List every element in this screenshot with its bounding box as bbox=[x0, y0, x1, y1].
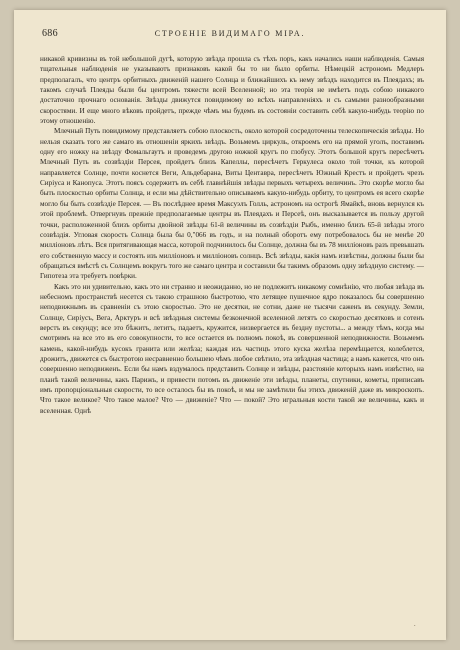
footer-mark: · bbox=[413, 622, 416, 630]
paragraph-1: никакой кривизны въ той небольшой дугѣ, которую звѣзда прошла съ тѣхъ поръ, какъ начались наши наблюденія. Самыя тщательныя наблюденія не указываютъ признаковъ какой бы то ни было орбиты. Нѣмецкій астрономъ Медлеръ предполагалъ, что центръ орбитныхъ движеній нашего Солнца и ближайшихъ къ нему звѣздъ находится въ Плеядахъ; въ такомъ случаѣ Плеяды были бы центромъ тяжести всей Вселенной; но эта теорія не имѣетъ подъ собою никакого достаточно прочнаго основанія. Звѣзды движутся повидимому во всѣхъ направленіяхъ и съ самыми разнообразными скоростями. И еще много вѣковъ пройдетъ, прежде чѣмъ мы будемъ въ состояніи составить себѣ какую-нибудь теорію по этому отношенію. bbox=[40, 55, 424, 126]
paragraph-2: Млечный Путь повидимому представляетъ собою плоскость, около которой сосредоточены телескопическія звѣзды. Но нельзя сказать того же самаго въ отношеніи яркихъ звѣздъ. Возьмемъ циркуль, откроемъ его на прямой уголъ, поставимъ одну его ножку на звѣзду Фомальгаутъ и проведемъ другою ножкой кругъ по глобусу. Этотъ большой кругъ пересѣчетъ Млечный Путь въ созвѣздіи Персея, пройдетъ близъ Капеллы, пересѣчетъ Геркулеса около той точки, къ которой направляется Солнце, почти коснется Веги, Альдебарана, Виты Центавра, пересѣчетъ Южный Крестъ и пройдетъ чрезъ Сиріуса и Канопуса. Этотъ поясъ содержитъ въ себѣ главнѣйшія звѣзды первыхъ четырехъ величинъ. Это скорѣе могло бы быть плоскостью орбиты Солнца, и если мы дѣйствительно описываемъ какую-нибудь орбиту, то центромъ ея всего скорѣе могло бы быть созвѣздіе Персея. — Въ послѣднее время Максуэлъ Голль, астрономъ на острогѣ Ямайкѣ, вновь вернулся къ этой проблемѣ. Отвергнувъ прежніе предполагаемые центры въ Плеядахъ и Персеѣ, онъ высказывается въ пользу другой точки, расположенной близъ орбиты двойной звѣзды 61-й величины въ созвѣздіи Рыбъ, именно близъ 65-й звѣзды этого созвѣздія. Угловая скорость Солнца была бы 0,"066 въ годъ, и на полный оборотъ ему потребовалось бы не менѣе 20 милліоновъ лѣтъ. Вся притягивающая масса, которой подчинилось бы Солнце, должна бы въ 78 милліоновъ разъ превышать его собственную массу и состоять изъ милліоновъ и милліоновъ солнцъ. Всѣ звѣзды, какія намъ извѣстны, должны были бы обращаться вмѣстѣ съ Солнцемъ вокругъ того же самаго центра и составили бы такимъ образомъ одну звѣздную систему. — Гипотеза эта требуетъ повѣрки. bbox=[40, 127, 424, 281]
body-text bbox=[40, 54, 424, 416]
page-header bbox=[14, 28, 446, 44]
paragraph-3: Какъ это ни удивительно, какъ это ни странно и неожиданно, но не подлежитъ никакому сомнѣнію, что любая звѣзда въ небесномъ пространствѣ несется съ такою страшною быстротою, что летящее пушечное ядро показалось бы совершенно неподвижнымъ въ сравненіи съ этою скоростью. Это не десятки, не сотни, даже не тысячи саженъ въ секунду. Земли, Солнце, Сиріусъ, Вега, Арктуръ и всѣ звѣздныя системы безконечной вселенной летятъ со скоростью десятковъ и сотенъ верстъ въ секунду; все это бѣжитъ, летитъ, падаетъ, кружится, низвергается въ бездну пустоты... а между тѣмъ, когда мы смотримъ на все это въ его совокупности, то все остается въ полномъ покоѣ, въ совершенной неподвижности. Возьмемъ камень, какой-нибудь кусокъ гранита или желѣза; каждая изъ частицъ этого куска желѣза перемѣщается, колеблется, дрожитъ, движется съ быстротою несравненно большею чѣмъ любое свѣтило, эта звѣздная частица; а намъ кажется, что онъ совершенно неподвиженъ. Если бы намъ вздумалось представить Солнце и звѣзды, разстояніе которыхъ намъ извѣстно, на планѣ такой величины, какъ Парижъ, и привести потомъ въ движеніе эти звѣзды, планеты, спутники, кометы, приписавъ имъ пропорціональныя скорости, то все осталось бы въ покоѣ, и мы не замѣтили бы этихъ движеній даже въ микроскопъ. Что такое великое? Что такое малое? Что — движеніе? Что — покой? Это игральныя кости такой же величины, какъ и вселенная. Однѣ bbox=[40, 282, 424, 415]
book-page bbox=[14, 10, 446, 640]
running-title: СТРОЕНІЕ ВИДИМАГО МІРА. bbox=[154, 29, 306, 38]
page-number: 686 bbox=[42, 28, 58, 39]
